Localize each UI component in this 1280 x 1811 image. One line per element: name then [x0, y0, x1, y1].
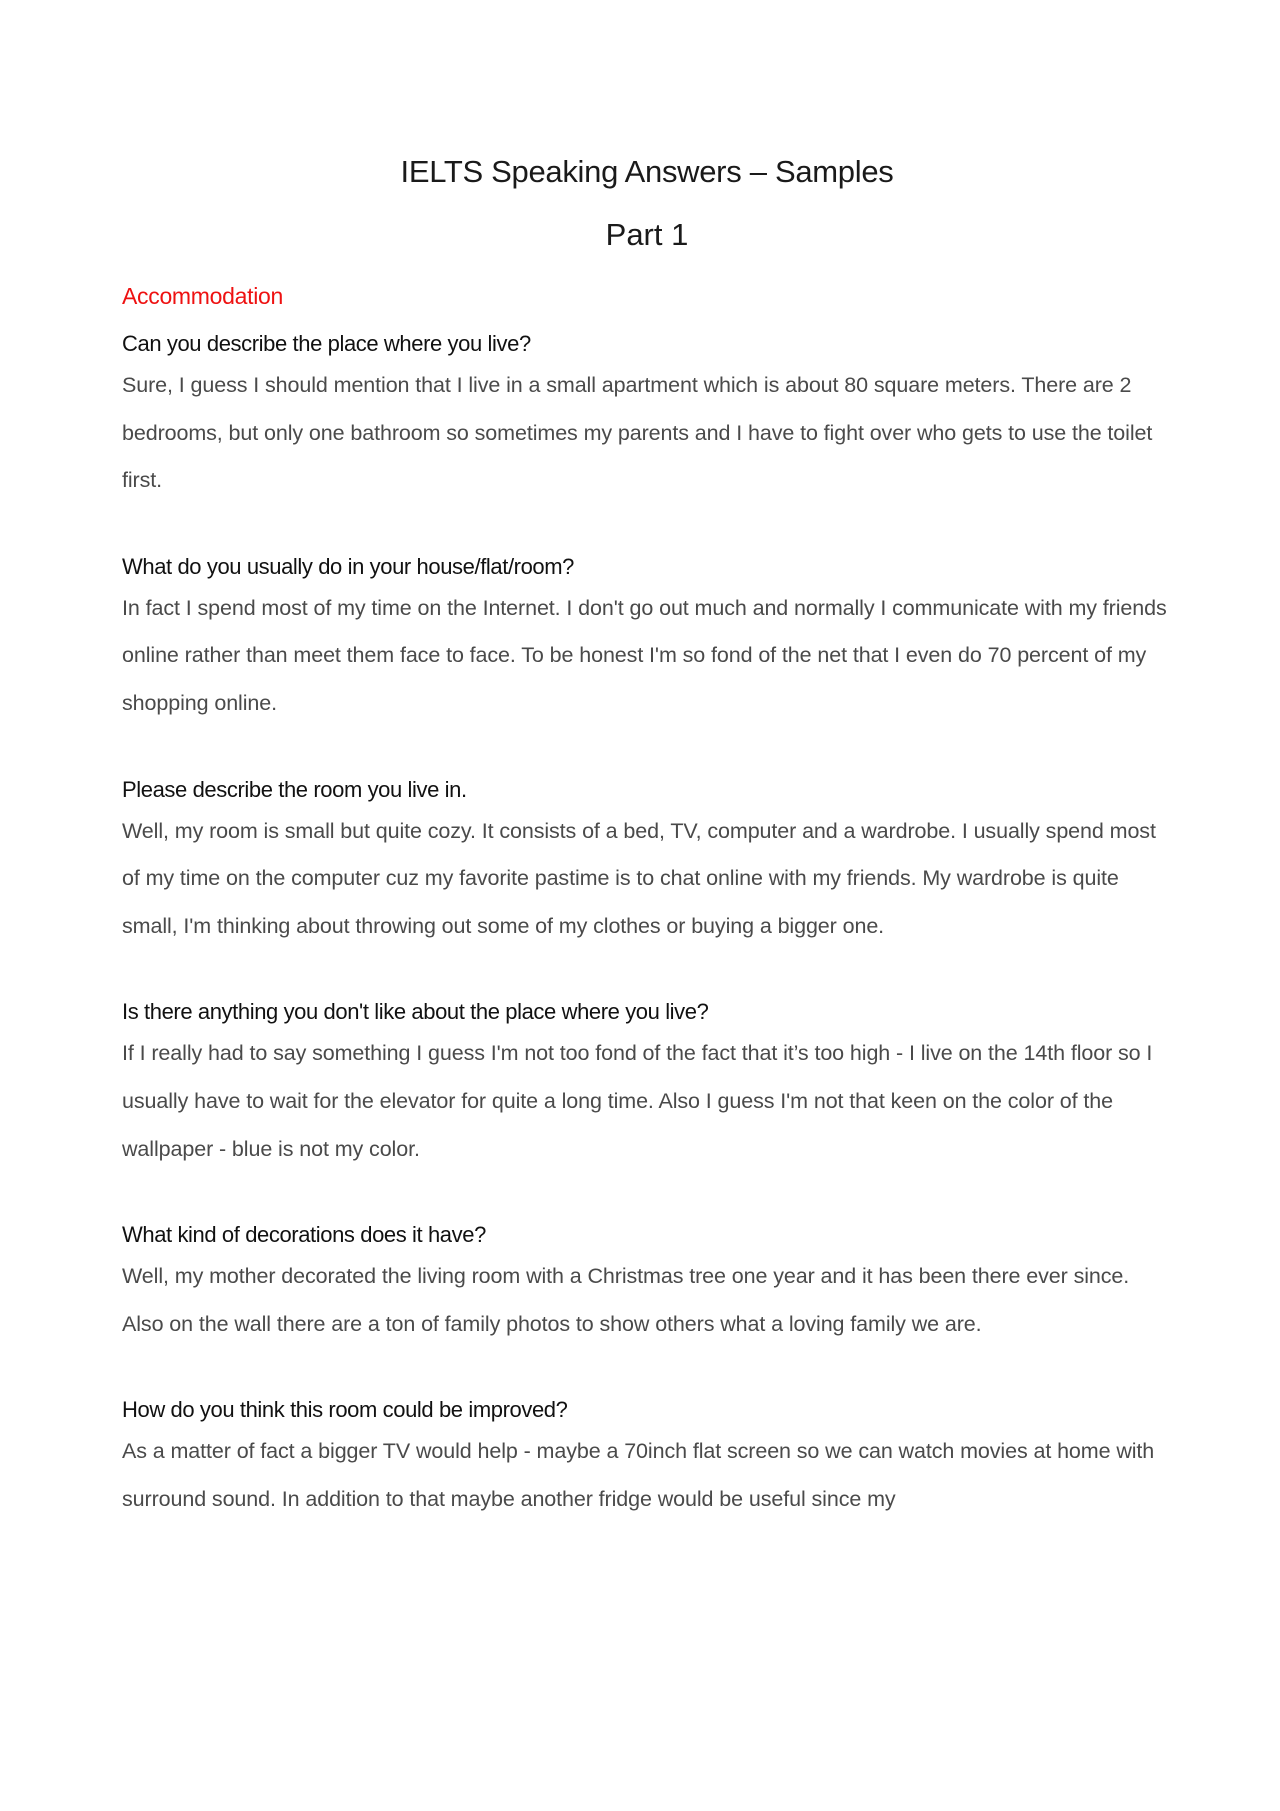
answer-text: If I really had to say something I guess I'm not too fond of the fact that it’s too high - I live on the 14th floor so I usually have to wait for the elevator for quite a long time. Also I guess I'm not that keen on the color of the wallpaper - blue is not my color. — [122, 1041, 1153, 1161]
qa-item — [122, 329, 1172, 505]
qa-item — [122, 552, 1172, 728]
answer-text: Well, my room is small but quite cozy. It consists of a bed, TV, computer and a wardrobe. I usually spend most of my time on the computer cuz my favorite pastime is to chat online with my friends. My wardrobe is quite small, I'm thinking about throwing out some of my clothes or buying a bigger one. — [122, 818, 1156, 938]
document-title: IELTS Speaking Answers – Samples — [400, 154, 894, 189]
question-text: What do you usually do in your house/flat/room? — [122, 553, 575, 579]
question-text: What kind of decorations does it have? — [122, 1222, 486, 1248]
question-text: How do you think this room could be improved? — [122, 1397, 568, 1423]
answer-text: Sure, I guess I should mention that I live in a small apartment which is about 80 square meters. There are 2 bedrooms, but only one bathroom so sometimes my parents and I have to fight over who gets to use the toilet first. — [122, 373, 1153, 493]
answer-text: As a matter of fact a bigger TV would help - maybe a 70inch flat screen so we can watch movies at home with surround sound. In addition to that maybe another fridge would be useful since my — [122, 1439, 1155, 1511]
document-part-heading: Part 1 — [605, 217, 689, 252]
question-text: Is there anything you don't like about the place where you live? — [122, 999, 709, 1025]
qa-item — [122, 1395, 1172, 1523]
qa-item — [122, 997, 1172, 1173]
question-text: Can you describe the place where you live? — [122, 331, 531, 356]
question-text: Please describe the room you live in. — [122, 776, 467, 802]
answer-text: Well, my mother decorated the living room with a Christmas tree one year and it has been there ever since. Also on the wall there are a ton of family photos to show others what a loving family we are. — [122, 1264, 1130, 1336]
answer-text: In fact I spend most of my time on the Internet. I don't go out much and normally I communicate with my friends online rather than meet them face to face. To be honest I'm so fond of the net that I even do 70 percent of my shopping online. — [122, 595, 1167, 715]
page-content — [122, 150, 1172, 1524]
qa-item — [122, 1220, 1172, 1348]
section-title-accommodation: Accommodation — [122, 283, 284, 309]
qa-item — [122, 775, 1172, 951]
